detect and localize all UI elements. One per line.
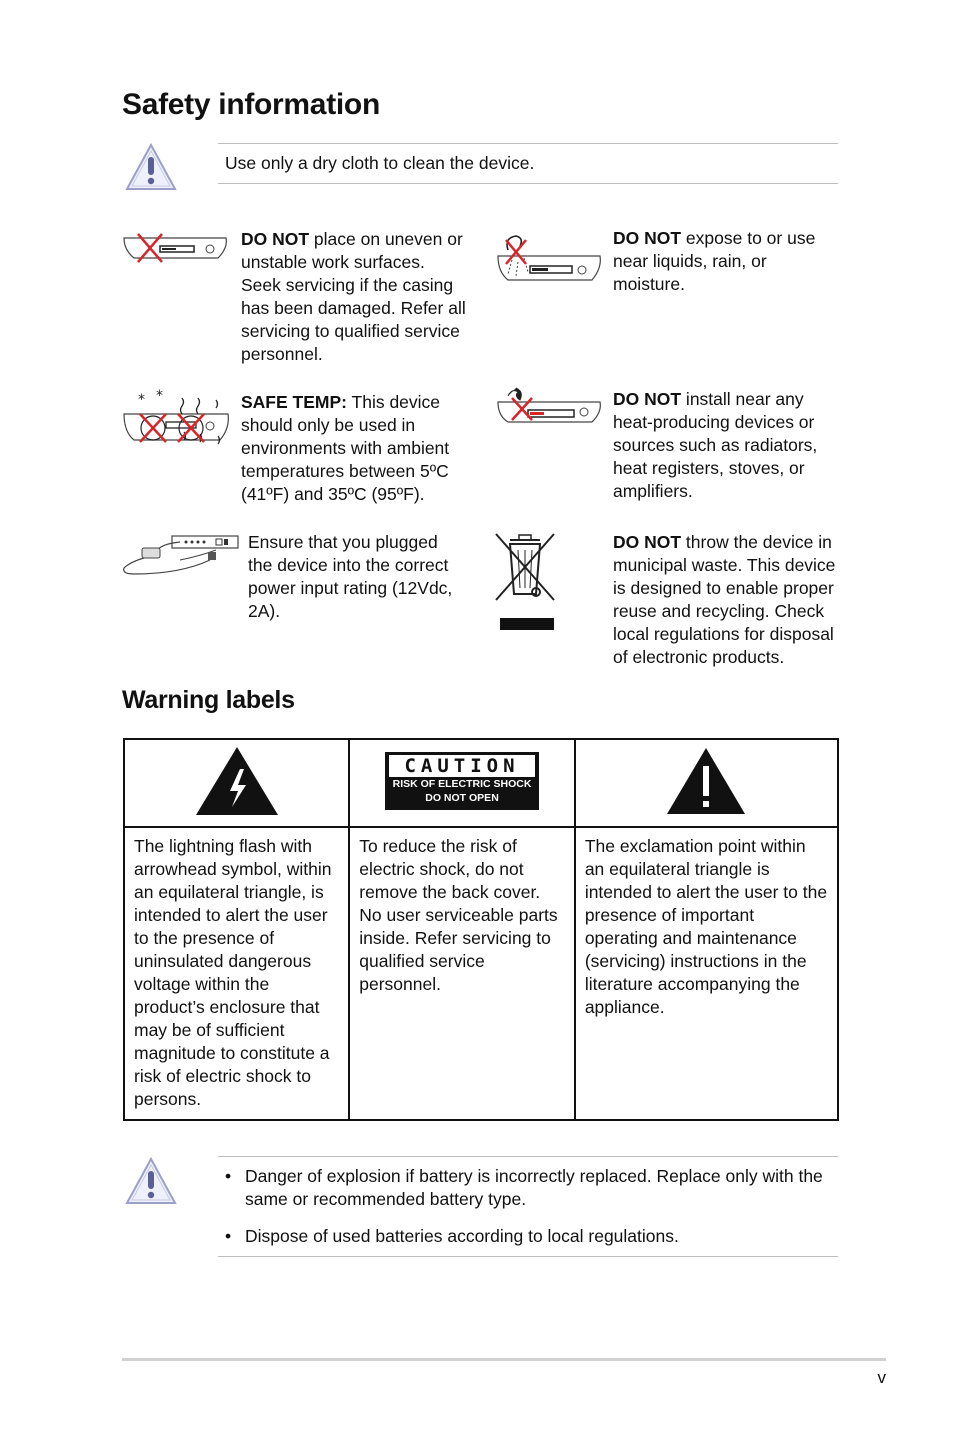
caution-label-line1: RISK OF ELECTRIC SHOCK [392, 777, 532, 790]
warning-labels-table [123, 738, 839, 1121]
caution-label-icon [385, 752, 539, 810]
svg-text:*: * [156, 388, 163, 404]
safety-item-text: install near any heat-producing devices or sources such as radiators, heat registers, stoves, or amplifiers. [613, 389, 818, 501]
caution-triangle-icon [124, 142, 178, 192]
temperature-icon [120, 388, 232, 450]
safety-item-bold: SAFE TEMP: [241, 392, 347, 412]
safety-item-bold: DO NOT [613, 228, 682, 248]
caution-label-title: CAUTION [389, 755, 535, 777]
page-number: v [877, 1368, 886, 1387]
svg-text:*: * [138, 392, 145, 408]
warning-icons-row [124, 739, 838, 827]
note-top-rule-bottom [218, 183, 838, 184]
warning-icon-cell [124, 739, 349, 827]
warning-desc-cell: The lightning flash with arrowhead symbol, within an equilateral triangle, is intended to alert the user to the presence of uninsulated dangerous voltage within the product’s enclosure that may be of sufficient magnitude to constitute a risk of electric shock to persons. [124, 827, 349, 1120]
note-top-rule [218, 143, 838, 144]
section-title-warning-labels: Warning labels [122, 686, 295, 714]
bullet-text: Dispose of used batteries according to local regulations. [245, 1226, 679, 1246]
safety-item-temperature [241, 391, 463, 506]
safety-item-text: throw the device in municipal waste. This device is designed to enable proper reuse and recycling. Check local regulations for disposal of electronic products. [613, 532, 836, 667]
safety-item-power [248, 531, 462, 623]
warning-desc-row [124, 827, 838, 1120]
note-bottom-rule [218, 1156, 838, 1157]
heat-source-icon [494, 386, 604, 428]
warning-desc-cell: To reduce the risk of electric shock, do not remove the back cover. No user serviceable parts inside. Refer servicing to qualified service personnel. [349, 827, 575, 1120]
liquid-exposure-icon [494, 230, 604, 286]
warning-desc-cell: The exclamation point within an equilateral triangle is intended to alert the user to the presence of important operating and maintenance (servicing) instructions in the literature accompanying the appliance. [575, 827, 838, 1120]
safety-item-uneven [241, 228, 469, 366]
safety-item-text: place on uneven or unstable work surfaces. Seek servicing if the casing has been damaged. Refer all servicing to qualified service personnel. [241, 229, 466, 364]
safety-item-bold: DO NOT [613, 389, 682, 409]
safety-item-heat [613, 388, 835, 503]
warning-icon-cell [575, 739, 838, 827]
list-item [225, 1165, 845, 1213]
safety-item-liquids [613, 227, 835, 296]
crossed-bin-icon [492, 530, 558, 634]
page-title: Safety information [122, 88, 380, 121]
safety-item-text: This device should only be used in environments with ambient temperatures between 5ºC (41ºF) and 35ºC (95ºF). [241, 392, 450, 504]
bullet-text: Danger of explosion if battery is incorrectly replaced. Replace only with the same or recommended battery type. [245, 1166, 823, 1209]
safety-item-bold: DO NOT [613, 532, 682, 552]
lightning-triangle-icon [194, 804, 280, 821]
safety-item-bold: DO NOT [241, 229, 310, 249]
footer-rule [122, 1358, 886, 1361]
safety-item-text: Ensure that you plugged the device into the correct power input rating (12Vdc, 2A). [248, 532, 453, 621]
note-bottom-rule-bottom [218, 1256, 838, 1257]
exclamation-triangle-icon [665, 803, 747, 820]
bullet-dot: • [225, 1226, 232, 1246]
list-item [225, 1225, 845, 1249]
uneven-surface-icon [122, 228, 230, 268]
safety-item-disposal [613, 531, 839, 669]
note-top-text: Use only a dry cloth to clean the device. [225, 153, 535, 173]
bullet-dot: • [225, 1166, 232, 1186]
caution-triangle-icon [124, 1156, 178, 1206]
safety-item-text: expose to or use near liquids, rain, or moisture. [613, 228, 816, 294]
warning-icon-cell [349, 739, 575, 827]
caution-label-line2: DO NOT OPEN [425, 791, 499, 804]
power-adapter-icon [120, 530, 240, 580]
